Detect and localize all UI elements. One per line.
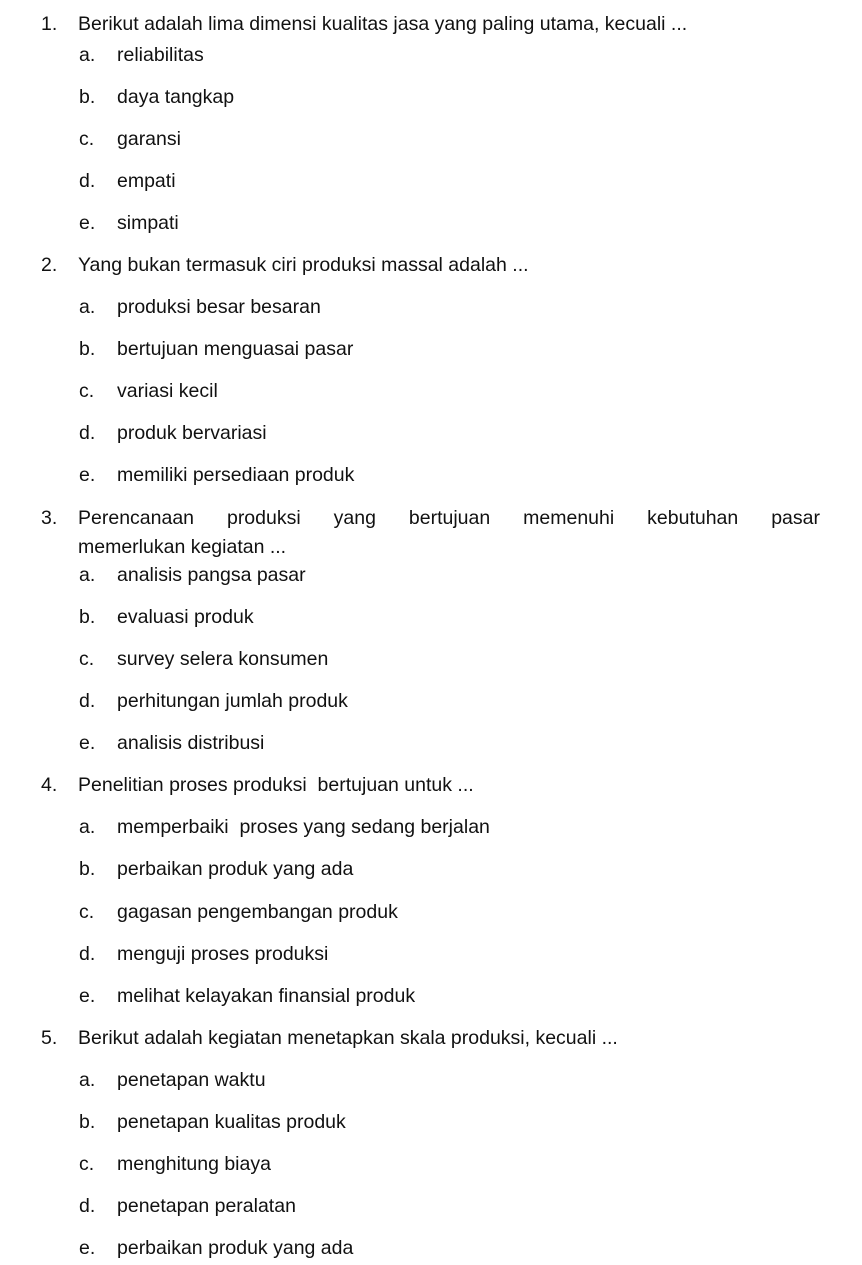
question-text-line-1: Perencanaan produksi yang bertujuan memenuhi kebutuhan pasar xyxy=(78,507,820,529)
option-letter: a. xyxy=(79,564,96,586)
question-text: Berikut adalah kegiatan menetapkan skala produksi, kecuali ... xyxy=(78,1027,618,1049)
question-text: Yang bukan termasuk ciri produksi massal adalah ... xyxy=(78,254,529,276)
question-text-line-2: memerlukan kegiatan ... xyxy=(78,536,287,558)
option-letter: e. xyxy=(79,212,96,234)
option-text: penetapan peralatan xyxy=(117,1195,296,1217)
option-letter: e. xyxy=(79,732,96,754)
option-letter: d. xyxy=(79,170,96,192)
option-letter: c. xyxy=(79,901,95,923)
option-letter: b. xyxy=(79,86,96,108)
option-letter: b. xyxy=(79,338,96,360)
option-letter: c. xyxy=(79,648,95,670)
option-text: daya tangkap xyxy=(117,86,235,108)
option-letter: e. xyxy=(79,464,96,486)
option-text: gagasan pengembangan produk xyxy=(117,901,398,923)
question-number: 3. xyxy=(41,507,58,529)
option-letter: d. xyxy=(79,943,96,965)
option-letter: b. xyxy=(79,606,96,628)
option-letter: a. xyxy=(79,1069,96,1091)
option-text: analisis distribusi xyxy=(117,732,265,754)
option-letter: d. xyxy=(79,1195,96,1217)
option-letter: a. xyxy=(79,816,96,838)
question-number: 2. xyxy=(41,254,58,276)
option-letter: a. xyxy=(79,44,96,66)
option-letter: d. xyxy=(79,690,96,712)
option-text: memiliki persediaan produk xyxy=(117,464,355,486)
option-text: bertujuan menguasai pasar xyxy=(117,338,354,360)
option-text: produk bervariasi xyxy=(117,422,267,444)
option-text: menghitung biaya xyxy=(117,1153,271,1175)
option-letter: a. xyxy=(79,296,96,318)
option-letter: b. xyxy=(79,1111,96,1133)
option-text: melihat kelayakan finansial produk xyxy=(117,985,416,1007)
option-text: perbaikan produk yang ada xyxy=(117,1237,354,1259)
option-letter: d. xyxy=(79,422,96,444)
option-text: penetapan kualitas produk xyxy=(117,1111,346,1133)
question-number: 4. xyxy=(41,774,58,796)
option-text: garansi xyxy=(117,128,181,150)
question-text: Penelitian proses produksi bertujuan untuk ... xyxy=(78,774,474,796)
option-letter: e. xyxy=(79,985,96,1007)
option-text: evaluasi produk xyxy=(117,606,254,628)
option-letter: c. xyxy=(79,380,95,402)
option-text: memperbaiki proses yang sedang berjalan xyxy=(117,816,490,838)
option-letter: c. xyxy=(79,1153,95,1175)
question-number: 5. xyxy=(41,1027,58,1049)
question-text: Berikut adalah lima dimensi kualitas jasa yang paling utama, kecuali ... xyxy=(78,13,688,35)
option-text: survey selera konsumen xyxy=(117,648,329,670)
option-text: penetapan waktu xyxy=(117,1069,266,1091)
option-text: perbaikan produk yang ada xyxy=(117,858,354,880)
option-text: variasi kecil xyxy=(117,380,218,402)
option-letter: b. xyxy=(79,858,96,880)
option-text: menguji proses produksi xyxy=(117,943,329,965)
option-text: empati xyxy=(117,170,176,192)
option-text: analisis pangsa pasar xyxy=(117,564,306,586)
option-text: produksi besar besaran xyxy=(117,296,321,318)
question-number: 1. xyxy=(41,13,58,35)
option-text: perhitungan jumlah produk xyxy=(117,690,348,712)
option-text: simpati xyxy=(117,212,179,234)
option-text: reliabilitas xyxy=(117,44,204,66)
option-letter: e. xyxy=(79,1237,96,1259)
option-letter: c. xyxy=(79,128,95,150)
